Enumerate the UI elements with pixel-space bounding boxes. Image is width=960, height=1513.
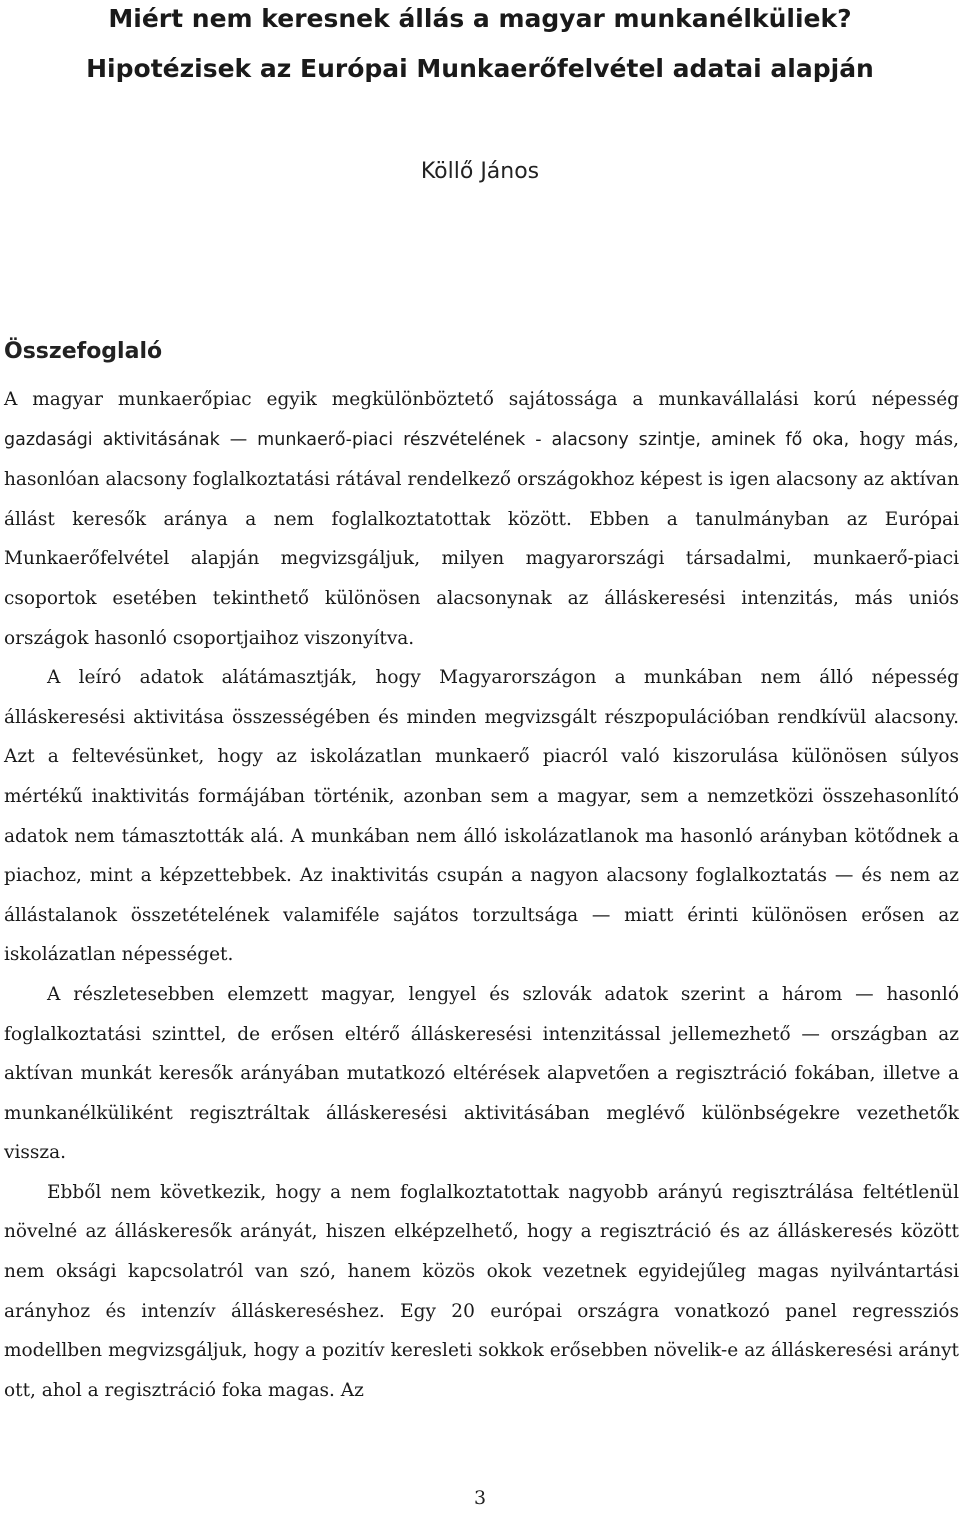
paragraph-2: A leíró adatok alátámasztják, hogy Magyarországon a munkában nem álló népesség álláskeresési aktivitása összességében és minden megvizsgált részpopulációban rendkívül alacsony. Azt a feltevésünket, hogy az iskolázatlan munkaerő piacról való kiszorulása különösen súlyos mértékű inaktivitás formájában történik, azonban sem a magyar, sem a nemzetközi összehasonlító adatok nem támasztották alá. A munkában nem álló iskolázatlanok ma hasonló arányban kötődnek a piachoz, mint a képzettebbek. Az inaktivitás csupán a nagyon alacsony foglalkoztatás — és nem az állástalanok összetételének valamiféle sajátos torzultsága — miatt érinti különösen erősen az iskolázatlan népességet. xyxy=(4,667,959,966)
title-line-1: Miért nem keresnek állás a magyar munkanélküliek? xyxy=(108,4,852,33)
title-line-2: Hipotézisek az Európai Munkaerőfelvétel adatai alapján xyxy=(86,54,874,83)
section-heading-summary: Összefoglaló xyxy=(4,339,163,364)
paragraph-4: Ebből nem következik, hogy a nem foglalkoztatottak nagyobb arányú regisztrálása feltétlenül növelné az álláskeresők arányát, hiszen elképzelhető, hogy a regisztráció és az álláskeresés között nem oksági kapcsolatról van szó, hanem közös okok vezetnek egyidejűleg magas nyilvántartási arányhoz és intenzív álláskereséshez. Egy 20 európai országra vonatkozó panel regressziós modellben megvizsgáljuk, hogy a pozitív keresleti sokkok erősebben növelik-e az álláskeresési arányt ott, ahol a regisztráció foka magas. Az xyxy=(4,1181,959,1401)
paragraph-1 xyxy=(4,380,959,658)
page-number: 3 xyxy=(473,1487,487,1509)
paragraph-1-line-2: gazdasági aktivitásának — munkaerő-piaci részvételének - alacsony szintje, aminek fő oka, xyxy=(4,429,850,450)
paragraph-3: A részletesebben elemzett magyar, lengyel és szlovák adatok szerint a három — hasonló foglalkoztatási szinttel, de erősen eltérő álláskeresési intenzitással jellemezhető — országban az aktívan munkát keresők arányában mutatkozó eltérések alapvetően a regisztráció fokában, illetve a munkanélküliként regisztráltak álláskeresési aktivitásában meglévő különbségekre vezethetők vissza. xyxy=(4,983,959,1164)
paragraph-1-line-1: A magyar munkaerőpiac egyik megkülönböztető sajátossága a munkavállalási korú népesség xyxy=(4,389,959,410)
abstract-body xyxy=(4,380,959,1410)
paragraph-1-rest: hogy más, hasonlóan alacsony foglalkoztatási rátával rendelkező országokhoz képest is igen alacsony az aktívan állást keresők aránya a nem foglalkoztatottak között. Ebben a tanulmányban az Európai Munkaerőfelvétel alapján megvizsgáljuk, milyen magyarországi társadalmi, munkaerő-piaci csoportok esetében tekinthető különösen alacsonynak az álláskeresési intenzitás, más uniós országok hasonló csoportjaihoz viszonyítva. xyxy=(4,428,959,649)
author-name: Köllő János xyxy=(420,159,540,184)
paper-title xyxy=(0,0,960,94)
